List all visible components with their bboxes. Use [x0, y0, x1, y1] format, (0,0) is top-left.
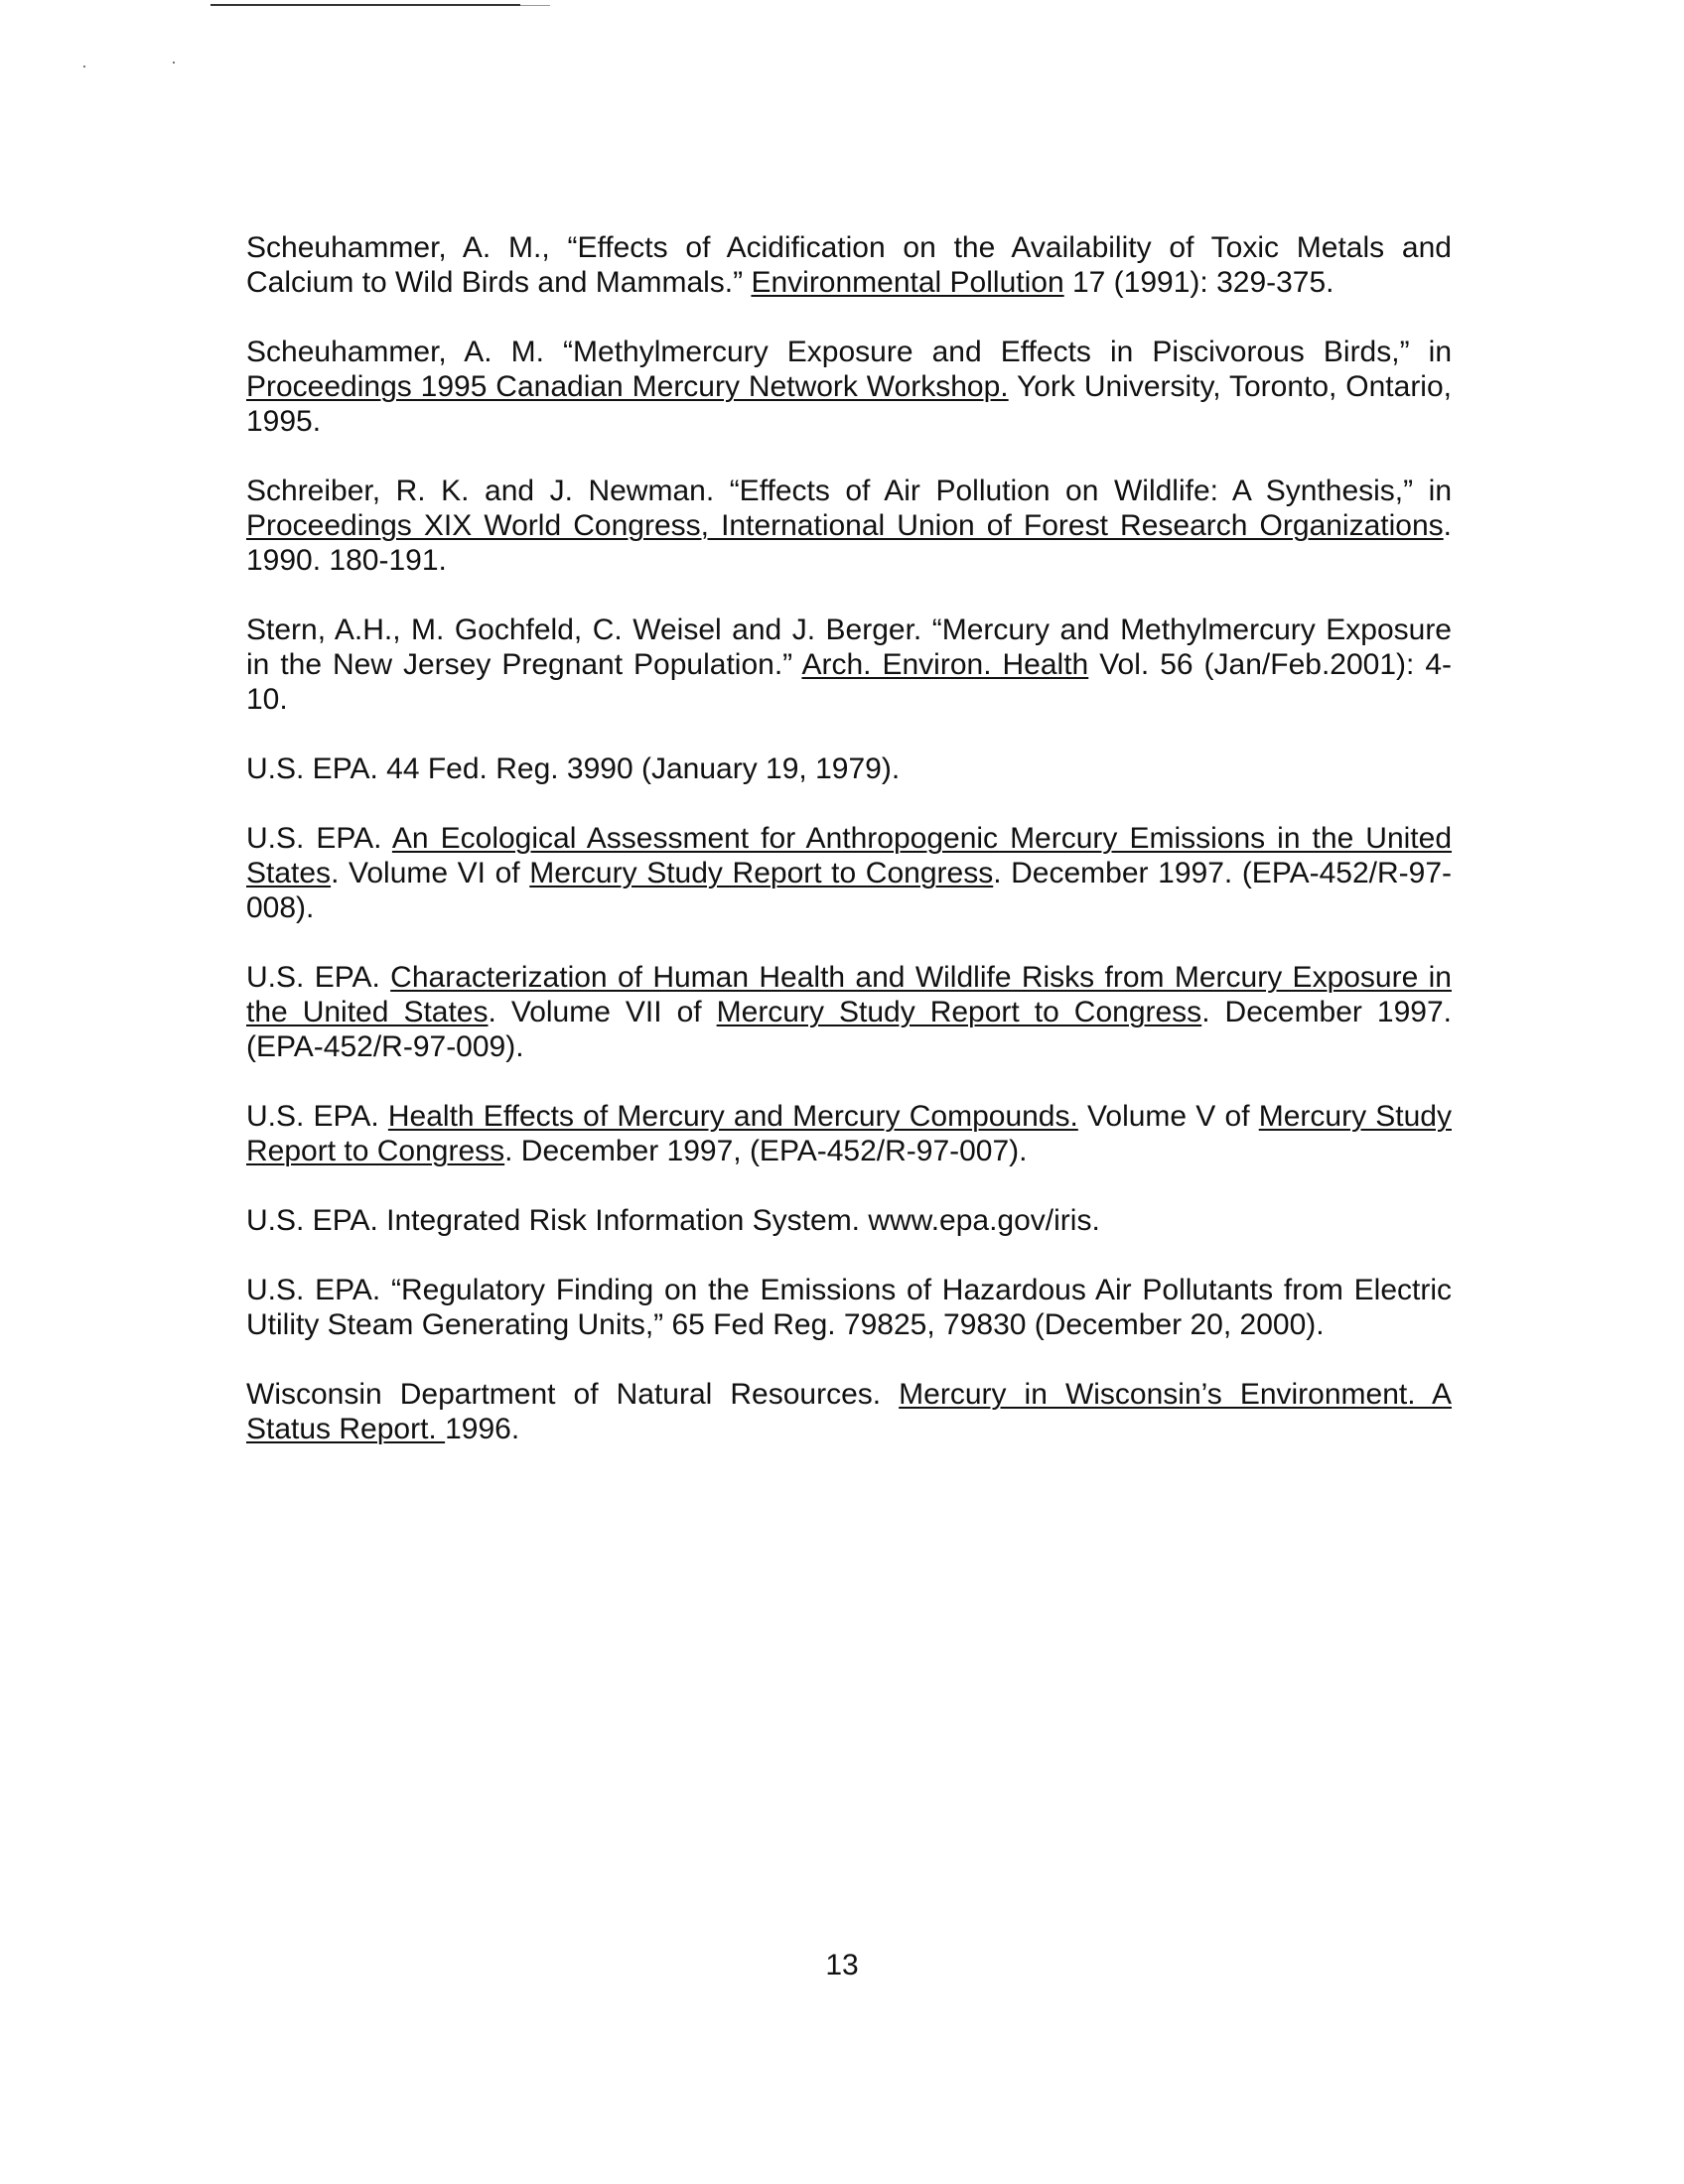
reference-entry-epa-1997-vol7 [246, 960, 1452, 1064]
reference-entry-scheuhammer-1991 [246, 230, 1452, 300]
scan-speck [83, 66, 85, 68]
top-rule [210, 4, 520, 6]
reference-title: Proceedings 1995 Canadian Mercury Network Workshop. [246, 370, 1009, 403]
reference-title: Characterization of Human Health and Wildlife Risks from Mercury Exposure in the United States [246, 961, 1452, 1028]
reference-list [246, 230, 1452, 1481]
reference-text: . December 1997. (EPA-452/R-97-009). [246, 996, 1452, 1063]
reference-text: U.S. EPA. “Regulatory Finding on the Emissions of Hazardous Air Pollutants from Electric Utility Steam Generating Units,” 65 Fed Reg. 79825, 79830 (December 20, 2000). [246, 1274, 1452, 1341]
reference-title: Mercury Study Report to Congress [246, 1100, 1452, 1167]
reference-text: Vol. 56 (Jan/Feb.2001): 4-10. [246, 648, 1452, 716]
reference-title: Mercury in Wisconsin’s Environment. A Status Report. [246, 1378, 1452, 1445]
reference-title: Health Effects of Mercury and Mercury Compounds. [387, 1100, 1078, 1133]
reference-text: . Volume VII of [488, 996, 717, 1028]
reference-entry-epa-iris [246, 1203, 1452, 1238]
reference-text: U.S. EPA. [246, 822, 392, 855]
top-rule-tail [520, 5, 550, 6]
reference-text: . December 1997, (EPA-452/R-97-007). [504, 1135, 1028, 1167]
reference-entry-wisconsin-1996 [246, 1377, 1452, 1446]
reference-title: Proceedings XIX World Congress, International Union of Forest Research Organizations [246, 509, 1444, 542]
reference-text: . December 1997. (EPA-452/R-97-008). [246, 857, 1453, 924]
reference-title: Arch. Environ. Health [801, 648, 1089, 681]
reference-entry-scheuhammer-1995 [246, 335, 1452, 439]
reference-entry-schreiber-1990 [246, 474, 1452, 578]
reference-entry-epa-1997-vol6 [246, 821, 1452, 925]
reference-text: 17 (1991): 329-375. [1063, 266, 1334, 299]
reference-text: . Volume VI of [331, 857, 530, 889]
reference-text: Wisconsin Department of Natural Resources. [246, 1378, 900, 1411]
reference-text: 1996. [445, 1413, 520, 1445]
reference-title: An Ecological Assessment for Anthropogenic Mercury Emissions in the United States [246, 822, 1453, 889]
reference-text: Scheuhammer, A. M., “Effects of Acidification on the Availability of Toxic Metals and Calcium to Wild Birds and Mammals.” [246, 231, 1452, 299]
reference-text: Schreiber, R. K. and J. Newman. “Effects of Air Pollution on Wildlife: A Synthesis,” in [246, 475, 1452, 507]
reference-entry-epa-1997-vol5 [246, 1099, 1452, 1168]
reference-text: Volume V of [1077, 1100, 1259, 1133]
reference-text: U.S. EPA. [246, 1100, 388, 1133]
reference-text: U.S. EPA. [246, 961, 391, 994]
reference-text: Stern, A.H., M. Gochfeld, C. Weisel and J. Berger. “Mercury and Methylmercury Exposure in the New Jersey Pregnant Population.” [246, 614, 1452, 681]
reference-text: York University, Toronto, Ontario, 1995. [246, 370, 1452, 438]
reference-title: Mercury Study Report to Congress [716, 996, 1202, 1028]
reference-title: Environmental Pollution [751, 266, 1064, 299]
reference-entry-stern-2001 [246, 613, 1452, 717]
reference-text: Scheuhammer, A. M. “Methylmercury Exposure and Effects in Piscivorous Birds,” in [246, 336, 1452, 368]
reference-entry-epa-1979 [246, 751, 1452, 786]
reference-text: . 1990. 180-191. [246, 509, 1452, 577]
scan-speck [173, 62, 175, 64]
reference-title: Mercury Study Report to Congress [529, 857, 994, 889]
reference-entry-epa-2000 [246, 1273, 1452, 1342]
page-number: 13 [825, 1949, 859, 1981]
reference-text: U.S. EPA. 44 Fed. Reg. 3990 (January 19, 1979). [246, 752, 901, 785]
reference-text: U.S. EPA. Integrated Risk Information System. www.epa.gov/iris. [246, 1204, 1100, 1237]
